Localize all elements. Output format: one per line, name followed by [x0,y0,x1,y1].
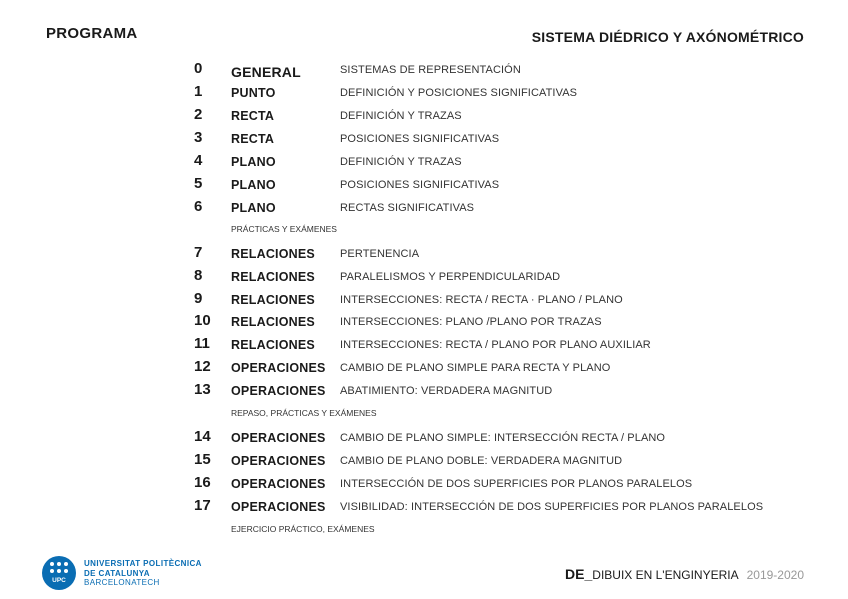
program-row [0,382,848,402]
row-category: PUNTO [231,86,276,100]
section-note: REPASO, PRÁCTICAS Y EXÁMENES [231,408,377,418]
row-category: PLANO [231,155,276,169]
row-category: PLANO [231,178,276,192]
section-note: PRÁCTICAS Y EXÁMENES [231,224,337,234]
row-number: 4 [194,152,203,169]
row-description: CAMBIO DE PLANO SIMPLE PARA RECTA Y PLANO [340,362,611,374]
row-description: INTERSECCIÓN DE DOS SUPERFICIES POR PLANOS PARALELOS [340,478,693,490]
program-row [0,60,848,80]
program-row [0,153,848,173]
row-category: OPERACIONES [231,500,326,514]
row-category: OPERACIONES [231,477,326,491]
logo-line-3: BARCELONATECH [84,578,160,587]
row-category: OPERACIONES [231,431,326,445]
upc-logo-icon [42,556,76,590]
program-row [0,107,848,127]
row-category: OPERACIONES [231,454,326,468]
row-number: 15 [194,451,211,468]
program-row [0,498,848,518]
row-category: RELACIONES [231,315,315,329]
program-row [0,245,848,265]
row-number: 0 [194,60,203,77]
university-name [84,559,202,588]
row-description: SISTEMAS DE REPRESENTACIÓN [340,64,521,76]
row-category: RECTA [231,109,275,123]
row-category: PLANO [231,201,276,215]
footer-years: 2019-2020 [746,568,804,582]
program-row [0,268,848,288]
program-row [0,313,848,333]
logo-line-2: DE CATALUNYA [84,568,150,578]
page-title: PROGRAMA [46,25,138,42]
row-number: 12 [194,358,211,375]
row-description: INTERSECCIONES: PLANO /PLANO POR TRAZAS [340,316,602,328]
logo-line-1: UNIVERSITAT POLITÈCNICA [84,559,202,568]
row-number: 10 [194,312,211,329]
row-number: 7 [194,244,203,261]
row-category: GENERAL [231,64,301,80]
row-category: OPERACIONES [231,384,326,398]
row-category: RECTA [231,132,275,146]
row-description: ABATIMIENTO: VERDADERA MAGNITUD [340,385,553,397]
program-row [0,429,848,449]
footer-course-name: DIBUIX EN L'ENGINYERIA [592,568,739,582]
row-category: OPERACIONES [231,361,326,375]
row-category: RELACIONES [231,293,315,307]
row-description: DEFINICIÓN Y POSICIONES SIGNIFICATIVAS [340,87,578,99]
row-description: POSICIONES SIGNIFICATIVAS [340,179,500,191]
row-category: RELACIONES [231,270,315,284]
row-category: RELACIONES [231,338,315,352]
row-number: 14 [194,428,211,445]
row-number: 2 [194,106,203,123]
program-row [0,84,848,104]
row-number: 8 [194,267,203,284]
program-row [0,291,848,311]
row-description: CAMBIO DE PLANO SIMPLE: INTERSECCIÓN RECTA / PLANO [340,432,666,444]
program-row [0,452,848,472]
row-description: PERTENENCIA [340,248,420,260]
row-number: 13 [194,381,211,398]
program-row [0,359,848,379]
row-number: 9 [194,290,203,307]
row-description: PARALELISMOS Y PERPENDICULARIDAD [340,271,561,283]
row-number: 16 [194,474,211,491]
course-title: SISTEMA DIÉDRICO Y AXÓNOMÉTRICO [531,29,804,45]
row-description: DEFINICIÓN Y TRAZAS [340,156,462,168]
row-number: 5 [194,175,203,192]
row-number: 3 [194,129,203,146]
row-number: 17 [194,497,211,514]
row-number: 6 [194,198,203,215]
footer-prefix: DE_ [565,566,593,582]
footer [565,566,804,582]
program-row [0,176,848,196]
program-row [0,130,848,150]
row-description: DEFINICIÓN Y TRAZAS [340,110,462,122]
row-description: INTERSECCIONES: RECTA / RECTA · PLANO / PLANO [340,294,623,306]
program-row [0,336,848,356]
row-description: POSICIONES SIGNIFICATIVAS [340,133,500,145]
section-note: EJERCICIO PRÁCTICO, EXÁMENES [231,524,375,534]
row-description: INTERSECCIONES: RECTA / PLANO POR PLANO AUXILIAR [340,339,651,351]
row-description: RECTAS SIGNIFICATIVAS [340,202,475,214]
row-description: VISIBILIDAD: INTERSECCIÓN DE DOS SUPERFICIES POR PLANOS PARALELOS [340,501,764,513]
logo-badge: UPC [52,577,66,584]
row-number: 11 [194,335,210,352]
program-row [0,199,848,219]
row-number: 1 [194,83,203,100]
row-description: CAMBIO DE PLANO DOBLE: VERDADERA MAGNITUD [340,455,623,467]
program-row [0,475,848,495]
row-category: RELACIONES [231,247,315,261]
